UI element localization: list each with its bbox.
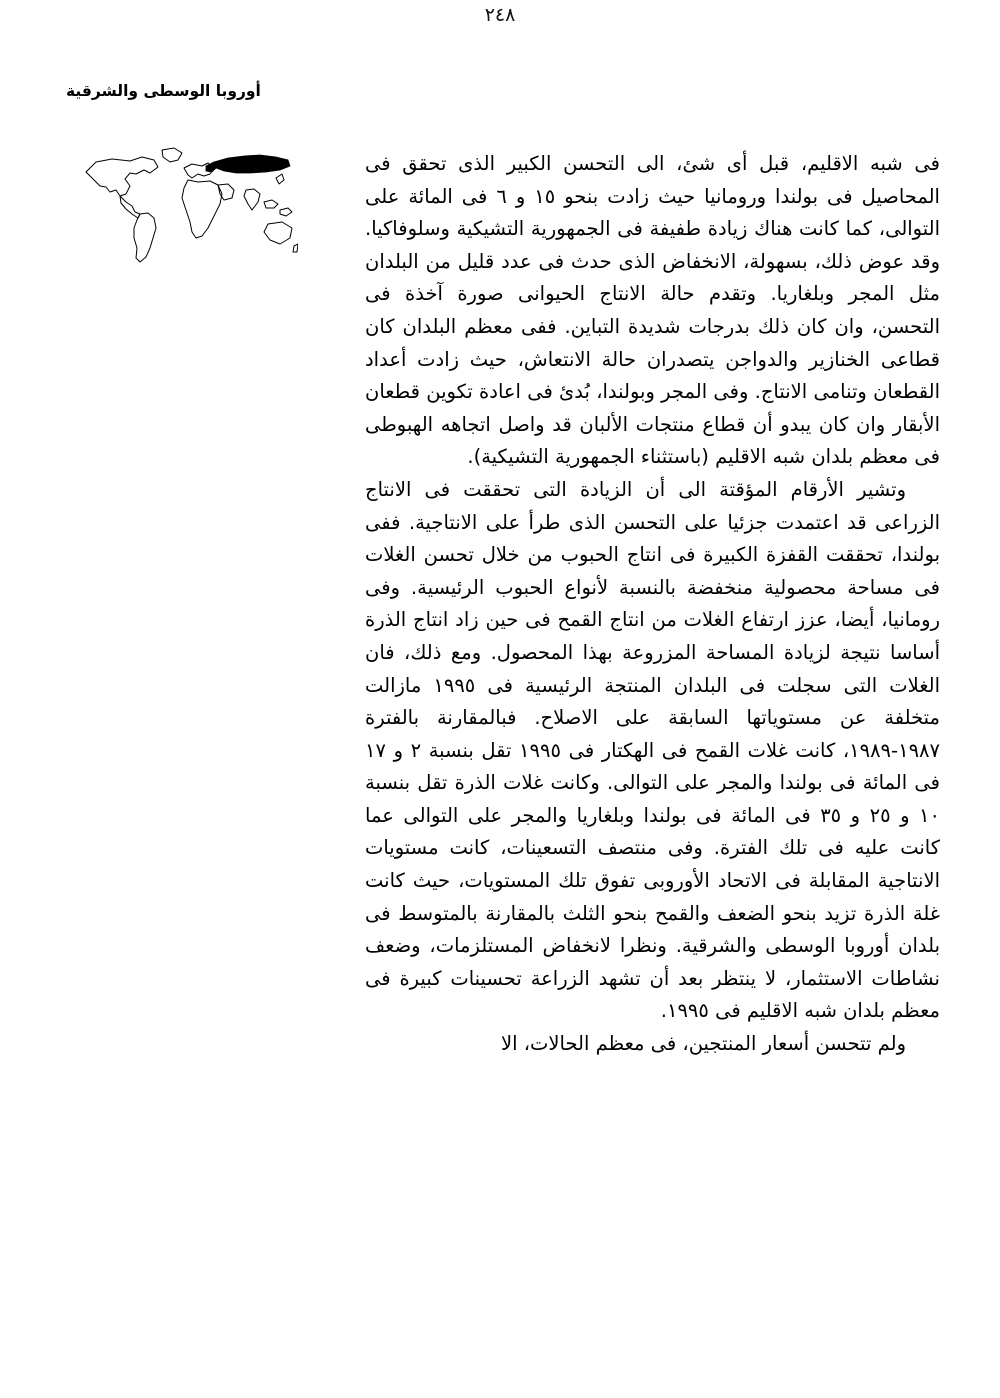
world-map-thumbnail [78,140,298,270]
running-head: أوروبا الوسطى والشرقية [66,82,261,100]
page-number: ٢٤٨ [484,4,516,26]
body-text-column [365,148,940,1061]
paragraph-2: وتشير الأرقام المؤقتة الى أن الزيادة التى تحققت فى الانتاج الزراعى قد اعتمدت جزئيا على التحسن الذى طرأ على الانتاجية. ففى بولندا، تحققت القفزة الكبيرة فى انتاج الحبوب من خلال تحسن الغلات فى مساحة محصولية منخفضة بالنسبة لأنواع الحبوب الرئيسية. وفى رومانيا، أيضا، عزز ارتفاع الغلات من انتاج القمح فى حين زاد انتاج الذرة أساسا نتيجة لزيادة المساحة المزروعة بهذا المحصول. ومع ذلك، فان الغلات التى سجلت فى البلدان المنتجة الرئيسية فى ١٩٩٥ مازالت متخلفة عن مستوياتها السابقة على الاصلاح. فبالمقارنة بالفترة ١٩٨٧-١٩٨٩، كانت غلات القمح فى الهكتار فى ١٩٩٥ تقل بنسبة ٢ و ١٧ فى المائة فى بولندا والمجر على التوالى. وكانت غلات الذرة تقل بنسبة ١٠ و ٢٥ و ٣٥ فى المائة فى بولندا وبلغاريا والمجر على التوالى عما كانت عليه فى تلك الفترة. وفى منتصف التسعينات، كانت مستويات الانتاجية المقابلة فى الاتحاد الأوروبى تفوق تلك المستويات، حيث كانت غلة الذرة تزيد بنحو الضعف والقمح بنحو الثلث بالمقارنة بالمتوسط فى بلدان أوروبا الوسطى والشرقية. ونظرا لانخفاض المستلزمات، وضعف نشاطات الاستثمار، لا ينتظر بعد أن تشهد الزراعة تحسينات كبيرة فى معظم بلدان شبه الاقليم فى ١٩٩٥. [365,477,940,1023]
paragraph-1: فى شبه الاقليم، قبل أى شئ، الى التحسن الكبير الذى تحقق فى المحاصيل فى بولندا ورومانيا حيث زادت بنحو ١٥ و ٦ فى المائة على التوالى، كما كانت هناك زيادة طفيفة فى الجمهورية التشيكية وسلوفاكيا. وقد عوض ذلك، بسهولة، الانخفاض الذى حدث فى عدد قليل من البلدان مثل المجر وبلغاريا. وتقدم حالة الانتاج الحيوانى صورة آخذة فى التحسن، وان كان ذلك بدرجات شديدة التباين. ففى معظم البلدان كان قطاعى الخنازير والدواجن يتصدران حالة الانتعاش، حيث زادت أعداد القطعان وتنامى الانتاج. وفى المجر وبولندا، بُدئ فى اعادة تكوين قطعان الأبقار وان كان يبدو أن قطاع منتجات الألبان قد واصل اتجاهه الهبوطى فى معظم بلدان شبه الاقليم (باستثناء الجمهورية التشيكية). [365,152,940,469]
paragraph-3: ولم تتحسن أسعار المنتجين، فى معظم الحالات، الا [501,1032,906,1056]
